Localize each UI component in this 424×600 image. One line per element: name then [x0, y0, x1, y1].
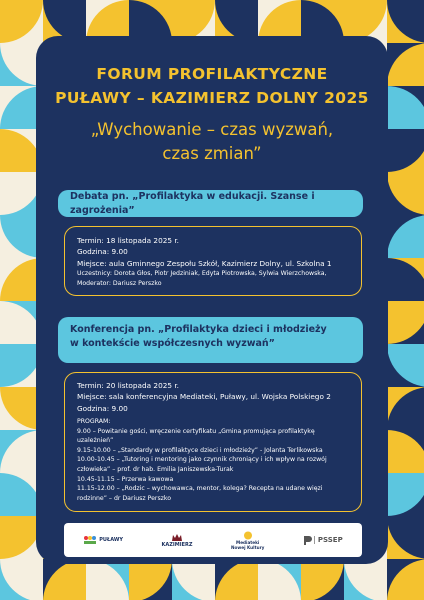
pattern-tile	[387, 516, 424, 559]
conference-banner-line-1: Konferencja pn. „Profilaktyka dzieci i młodzieży	[70, 324, 327, 335]
pattern-tile	[0, 559, 43, 600]
debate-banner-text: Debata pn. „Profilaktyka w edukacji. Szanse i zagrożenia”	[70, 190, 315, 216]
logo-mediateka-line-1: Mediateki	[236, 539, 260, 545]
logo-kazimierz-text: KAZIMIERZ	[161, 541, 193, 548]
logo-pssep	[303, 535, 343, 546]
pattern-tile	[387, 387, 424, 430]
debate-place: Miejsce: aula Gminnego Zespołu Szkół, Kazimierz Dolny, ul. Szkolna 1	[77, 258, 332, 268]
pattern-tile	[43, 559, 86, 600]
program-line: 11.15-12.00 – „Rodzic – wychowawca, mentor, kolega? Recepta na udane więzi	[77, 485, 323, 493]
program-line: uzależnień”	[77, 437, 114, 445]
pattern-tile	[387, 559, 424, 600]
debate-banner	[58, 190, 363, 217]
program-line: 9.15-10.00 – „Standardy w profilaktyce dzieci i młodzieży” - Jolanta Terlikowska	[77, 446, 323, 454]
logo-mediateka-line-2: Nowej Kultury	[231, 544, 265, 550]
conference-details-box	[64, 372, 362, 512]
pulawy-people-icon	[83, 535, 97, 545]
pattern-tile	[387, 258, 424, 301]
crown-icon	[171, 533, 183, 542]
debate-term: Termin: 18 listopada 2025 r.	[77, 236, 179, 245]
program-line: rodzinne” – dr Dariusz Perszko	[77, 494, 172, 502]
pattern-tile	[344, 559, 387, 600]
conference-banner-line-2: w kontekście współczesnych wyzwań”	[70, 337, 275, 349]
conference-place: Miejsce: sala konferencyjna Mediateki, Puławy, ul. Wojska Polskiego 2	[77, 392, 331, 402]
pattern-tile	[301, 559, 344, 600]
logo-mediateka	[231, 531, 264, 550]
logo-kazimierz	[162, 533, 193, 548]
debate-details-box	[64, 226, 362, 296]
subtitle-line-2: czas zmian”	[162, 143, 262, 163]
pattern-tile	[387, 430, 424, 473]
logo-pulawy-text: PUŁAWY	[99, 537, 123, 543]
conference-term: Termin: 20 listopada 2025 r.	[77, 381, 179, 390]
debate-participants: Uczestnicy: Dorota Głos, Piotr Jedziniak, Edyta Piotrowska, Sylwia Wierzchowska,	[77, 269, 327, 277]
pattern-tile	[387, 473, 424, 516]
title-line-1: FORUM PROFILAKTYCZNE	[96, 65, 328, 83]
conference-time: Godzina: 9.00	[77, 403, 128, 413]
pattern-tile	[387, 344, 424, 387]
logo-pssep-text: PSSEP	[314, 536, 343, 544]
subtitle	[0, 118, 424, 166]
pattern-tile	[172, 559, 215, 600]
conference-banner	[58, 317, 363, 363]
program-label: PROGRAM:	[77, 417, 111, 425]
program-line: 9.00 – Powitanie gości, wręczenie certyfikatu „Gmina promująca profilaktykę	[77, 427, 315, 435]
pattern-tile	[129, 559, 172, 600]
pattern-tile	[387, 215, 424, 258]
title-line-2: PUŁAWY – KAZIMIERZ DOLNY 2025	[55, 89, 369, 108]
debate-moderator: Moderator: Dariusz Perszko	[77, 279, 162, 287]
program-line: człowieka” – prof. dr hab. Emilia Janiszewska-Turak	[77, 465, 234, 473]
logo-pulawy	[83, 535, 123, 545]
pssep-p-icon	[303, 535, 312, 546]
pattern-tile	[387, 0, 424, 43]
pattern-tile	[387, 172, 424, 215]
program-line: 10.00-10.45 – „Tutoring i mentoring jako czynnik chroniący i ich wpływ na rozwój	[77, 456, 327, 464]
pattern-tile	[215, 559, 258, 600]
debate-time: Godzina: 9.00	[77, 247, 128, 257]
page-title	[0, 62, 424, 110]
program-line: 10.45-11.15 – Przerwa kawowa	[77, 475, 174, 483]
mediateka-icon	[243, 531, 253, 540]
subtitle-line-1: „Wychowanie – czas wyzwań,	[90, 120, 334, 139]
sponsor-logos	[64, 523, 362, 557]
pattern-tile	[0, 0, 43, 43]
pattern-tile	[86, 559, 129, 600]
pattern-tile	[258, 559, 301, 600]
pattern-tile	[387, 301, 424, 344]
